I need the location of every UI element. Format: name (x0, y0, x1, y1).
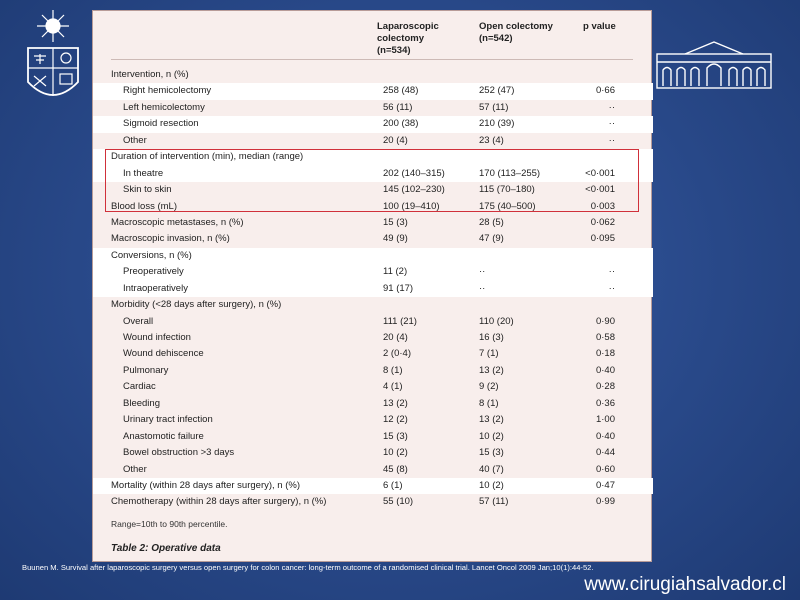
cell-pvalue: 0·66 (595, 85, 615, 97)
row-label: Overall (123, 315, 154, 327)
table-caption: Table 2: Operative data (111, 543, 221, 554)
row-label: Mortality (within 28 days after surgery), n (%) (111, 479, 301, 491)
cell-laparoscopic: 111 (21) (383, 315, 417, 327)
table-row (93, 396, 653, 412)
cell-pvalue: ·· (608, 266, 615, 278)
table-row (93, 297, 653, 313)
cell-pvalue: 0·99 (595, 496, 615, 508)
row-label: Blood loss (mL) (111, 200, 177, 212)
row-label: Macroscopic invasion, n (%) (111, 233, 230, 245)
row-label: Macroscopic metastases, n (%) (111, 216, 244, 228)
table-row (93, 281, 653, 297)
cell-laparoscopic: 11 (2) (383, 266, 408, 278)
cell-open: 13 (2) (479, 364, 504, 376)
cell-laparoscopic: 6 (1) (383, 479, 403, 491)
cell-open: 16 (3) (479, 332, 504, 343)
cell-open: 15 (3) (479, 447, 504, 459)
cell-open: 110 (20) (479, 315, 514, 327)
row-label: Sigmoid resection (123, 118, 199, 130)
cell-laparoscopic: 91 (17) (383, 282, 414, 294)
table-row (93, 100, 653, 116)
table-row (93, 314, 653, 330)
row-label: Bleeding (123, 397, 160, 409)
cell-open: ·· (479, 282, 486, 294)
row-label: Right hemicolectomy (123, 85, 212, 97)
cell-open: 115 (70–180) (479, 184, 535, 196)
cell-pvalue: <0·001 (585, 184, 615, 196)
hospital-building-logo (655, 40, 773, 92)
table-row (93, 330, 653, 346)
cell-pvalue: 0·58 (595, 332, 615, 343)
cell-pvalue: 0·40 (595, 364, 615, 376)
cell-open: 40 (7) (479, 463, 504, 475)
cell-pvalue: 0·60 (595, 463, 615, 475)
cell-pvalue: ·· (608, 134, 615, 146)
header-open: Open colectomy (n=542) (479, 21, 553, 44)
cell-pvalue: ·· (608, 101, 615, 113)
citation-text: Buunen M. Survival after laparoscopic surgery versus open surgery for colon cancer: long-term outcome of a randomised clinical trial. Lancet Oncol 2009 Jan;10(1):44-52. (22, 563, 594, 572)
cell-open: 7 (1) (479, 348, 499, 360)
cell-pvalue: 0·095 (590, 233, 615, 245)
cell-laparoscopic: 20 (4) (383, 134, 408, 146)
table-row (93, 429, 653, 445)
cell-laparoscopic: 12 (2) (383, 414, 408, 426)
row-label: Anastomotic failure (123, 430, 204, 442)
cell-open: 47 (9) (479, 233, 504, 245)
cell-pvalue: ·· (608, 118, 615, 130)
cell-open: 23 (4) (479, 134, 504, 146)
table-footnote: Range=10th to 90th percentile. (111, 519, 228, 529)
table-panel (92, 10, 652, 562)
cell-laparoscopic: 202 (140–315) (383, 167, 445, 179)
cell-open: 28 (5) (479, 216, 504, 228)
highlight-box (105, 149, 639, 212)
cell-open: 8 (1) (479, 397, 499, 409)
cell-laparoscopic: 45 (8) (383, 463, 408, 475)
cell-pvalue: 0·44 (595, 447, 615, 459)
cell-open: 210 (39) (479, 118, 515, 130)
row-label: Cardiac (123, 381, 156, 393)
row-label: Skin to skin (123, 184, 172, 196)
header-laparoscopic: Laparoscopic colectomy (n=534) (377, 21, 439, 56)
cell-open: 13 (2) (479, 414, 504, 426)
table-row (93, 83, 653, 99)
table-row (93, 231, 653, 247)
row-label: Conversions, n (%) (111, 249, 192, 261)
row-label: Duration of intervention (min), median (range) (111, 151, 304, 163)
table-body (93, 67, 653, 511)
cell-laparoscopic: 100 (19–410) (383, 200, 440, 212)
table-row (93, 363, 653, 379)
row-label: Wound dehiscence (123, 348, 204, 360)
cell-laparoscopic: 15 (3) (383, 216, 408, 228)
row-label: Other (123, 134, 147, 146)
table-row (93, 248, 653, 264)
cell-open: 175 (40–500) (479, 200, 536, 212)
cell-laparoscopic: 20 (4) (383, 332, 408, 343)
table-row (93, 412, 653, 428)
cell-pvalue: 0·90 (595, 315, 615, 327)
cell-laparoscopic: 2 (0·4) (383, 348, 411, 360)
cell-pvalue: 0·062 (590, 216, 615, 228)
cell-open: 252 (47) (479, 85, 515, 97)
table-row (93, 445, 653, 461)
header-pvalue: p value (583, 21, 616, 32)
row-label: Chemotherapy (within 28 days after surgery), n (%) (111, 496, 327, 508)
cell-laparoscopic: 4 (1) (383, 381, 403, 393)
cell-pvalue: 0·36 (595, 397, 615, 409)
cell-laparoscopic: 13 (2) (383, 397, 408, 409)
cell-open: 170 (113–255) (479, 167, 541, 179)
cell-open: 57 (11) (479, 101, 509, 113)
cell-open: 57 (11) (479, 496, 509, 508)
table-row (93, 67, 653, 83)
row-label: Urinary tract infection (123, 414, 213, 426)
cell-laparoscopic: 258 (48) (383, 85, 419, 97)
cell-open: 9 (2) (479, 381, 499, 393)
table-row (93, 116, 653, 132)
cell-laparoscopic: 8 (1) (383, 364, 403, 376)
cell-pvalue: 0·18 (595, 348, 615, 360)
cell-laparoscopic: 55 (10) (383, 496, 414, 508)
row-label: Left hemicolectomy (123, 101, 205, 113)
table-row (93, 494, 653, 510)
cell-pvalue: ·· (608, 282, 615, 294)
cell-laparoscopic: 200 (38) (383, 118, 419, 130)
table-row (93, 133, 653, 149)
website-url[interactable]: www.cirugiahsalvador.cl (584, 574, 786, 595)
cell-pvalue: 1·00 (595, 414, 615, 426)
row-label: Wound infection (123, 332, 191, 343)
university-crest-logo (22, 8, 84, 112)
cell-pvalue: 0·47 (595, 479, 615, 491)
cell-laparoscopic: 49 (9) (383, 233, 408, 245)
table-row (93, 215, 653, 231)
cell-pvalue: 0·40 (595, 430, 615, 442)
cell-open: 10 (2) (479, 479, 504, 491)
header-divider (111, 59, 633, 60)
cell-open: ·· (479, 266, 486, 278)
row-label: Other (123, 463, 147, 475)
cell-pvalue: 0·28 (595, 381, 615, 393)
table-row (93, 379, 653, 395)
cell-pvalue: <0·001 (585, 167, 615, 179)
table-row (93, 478, 653, 494)
table-row (93, 462, 653, 478)
row-label: Bowel obstruction >3 days (123, 447, 235, 459)
cell-laparoscopic: 56 (11) (383, 101, 413, 113)
cell-open: 10 (2) (479, 430, 504, 442)
cell-laparoscopic: 15 (3) (383, 430, 408, 442)
row-label: In theatre (123, 167, 164, 179)
row-label: Preoperatively (123, 266, 184, 278)
row-label: Intraoperatively (123, 282, 188, 294)
table-row (93, 264, 653, 280)
cell-laparoscopic: 145 (102–230) (383, 184, 445, 196)
row-label: Pulmonary (123, 364, 169, 376)
row-label: Intervention, n (%) (111, 69, 189, 80)
table-row (93, 346, 653, 362)
cell-laparoscopic: 10 (2) (383, 447, 408, 459)
cell-pvalue: 0·003 (590, 200, 615, 212)
row-label: Morbidity (<28 days after surgery), n (%) (111, 299, 282, 311)
